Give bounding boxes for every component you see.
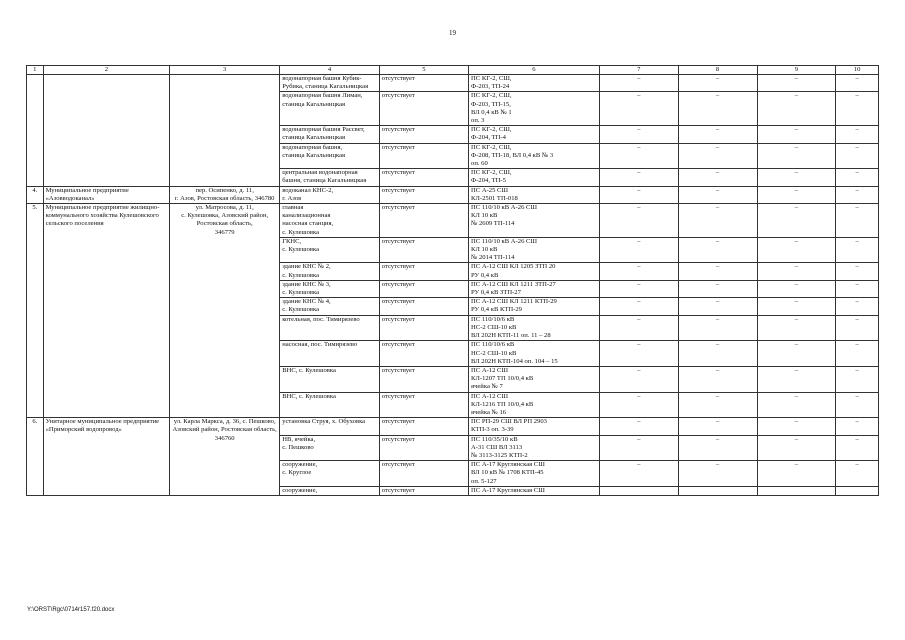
- organization-name: Муниципальное предприятие «Азовводоканал»: [43, 186, 170, 203]
- object-name: ВНС, с. Кулешовка: [280, 366, 380, 392]
- col5-value: отсутствует: [379, 461, 468, 487]
- col8-value: –: [678, 315, 757, 341]
- col5-value: отсутствует: [379, 418, 468, 435]
- col9-value: –: [757, 75, 836, 92]
- col8-value: –: [678, 298, 757, 315]
- col10-value: –: [836, 75, 879, 92]
- col8-value: –: [678, 237, 757, 263]
- col7-value: [599, 486, 678, 495]
- col8-value: –: [678, 341, 757, 367]
- col5-value: отсутствует: [379, 186, 468, 203]
- col7-value: –: [599, 126, 678, 143]
- col10-value: –: [836, 418, 879, 435]
- power-source: ПС 110/10/6 кВ НС-2 СШ-10 кВ ВЛ 202Н КТП-11 оп. 11 – 28: [469, 315, 600, 341]
- object-name: НВ, ячейка, с. Пешково: [280, 435, 380, 461]
- table-body: [27, 75, 879, 496]
- col5-value: отсутствует: [379, 75, 468, 92]
- col8-value: –: [678, 75, 757, 92]
- organization-address: [170, 75, 280, 187]
- object-name: водоканал КНС-2, г. Азов: [280, 186, 380, 203]
- col8-value: –: [678, 169, 757, 186]
- col10-value: –: [836, 263, 879, 280]
- object-name: установка Струя, х. Обуховка: [280, 418, 380, 435]
- object-name: здание КНС № 2, с. Кулешовка: [280, 263, 380, 280]
- col10-value: –: [836, 435, 879, 461]
- col7-value: –: [599, 280, 678, 297]
- col5-value: отсутствует: [379, 315, 468, 341]
- col9-value: –: [757, 392, 836, 418]
- organization-address: пер. Осипенко, д. 11, г. Азов, Ростовская область, 346780: [170, 186, 280, 203]
- col8-value: –: [678, 435, 757, 461]
- col7-value: –: [599, 237, 678, 263]
- col10-value: –: [836, 237, 879, 263]
- col-header: 4: [280, 66, 380, 75]
- col9-value: –: [757, 298, 836, 315]
- col10-value: –: [836, 461, 879, 487]
- col7-value: –: [599, 392, 678, 418]
- col10-value: –: [836, 143, 879, 169]
- row-number: [27, 75, 44, 187]
- col8-value: –: [678, 204, 757, 238]
- col7-value: –: [599, 418, 678, 435]
- organization-address: ул. Карла Маркса, д. 36, с. Пешково, Азовский район, Ростовская область, 346760: [170, 418, 280, 496]
- col9-value: –: [757, 92, 836, 126]
- object-name: здание КНС № 4, с. Кулешовка: [280, 298, 380, 315]
- power-source: ПС А-12 СШ КЛ 1211 КТП-29 РУ 0,4 кВ КТП-29: [469, 298, 600, 315]
- header-row: [27, 66, 879, 75]
- power-source: ПС 110/10 кВ А-26 СШ КЛ 10 кВ № 2014 ТП-114: [469, 237, 600, 263]
- col-header: 2: [43, 66, 170, 75]
- col8-value: –: [678, 186, 757, 203]
- col10-value: –: [836, 92, 879, 126]
- organization-address: ул. Матросова, д. 11, с. Кулешовка, Азовский район, Ростовская область, 346779: [170, 204, 280, 418]
- table-row: [27, 204, 879, 238]
- table-row: [27, 418, 879, 435]
- organization-name: Муниципальное предприятие жилищно-коммунального хозяйства Кулешовского сельского поселения: [43, 204, 170, 418]
- object-name: сооружение,: [280, 486, 380, 495]
- col7-value: –: [599, 366, 678, 392]
- col7-value: –: [599, 461, 678, 487]
- col10-value: –: [836, 280, 879, 297]
- power-source: ПС 110/10 кВ А-26 СШ КЛ 10 кВ № 2609 ТП-114: [469, 204, 600, 238]
- col7-value: –: [599, 204, 678, 238]
- col-header: 10: [836, 66, 879, 75]
- col5-value: отсутствует: [379, 92, 468, 126]
- col5-value: отсутствует: [379, 341, 468, 367]
- col8-value: –: [678, 461, 757, 487]
- col7-value: –: [599, 263, 678, 280]
- col10-value: –: [836, 298, 879, 315]
- row-number: 4.: [27, 186, 44, 203]
- power-source: ПС РП-29 СШ ВЛ РП 2903 КТП-3 оп. 3-39: [469, 418, 600, 435]
- col10-value: [836, 486, 879, 495]
- col7-value: –: [599, 143, 678, 169]
- power-source: ПС КГ-2, СШ, Ф-204, ТП-4: [469, 126, 600, 143]
- object-name: ВНС, с. Кулешовка: [280, 392, 380, 418]
- col8-value: –: [678, 366, 757, 392]
- col8-value: [678, 486, 757, 495]
- col10-value: –: [836, 204, 879, 238]
- col10-value: –: [836, 315, 879, 341]
- object-name: ГКНС, с. Кулешовка: [280, 237, 380, 263]
- col8-value: –: [678, 126, 757, 143]
- col9-value: –: [757, 315, 836, 341]
- col9-value: –: [757, 435, 836, 461]
- organization-name: Унитарное муниципальное предприятие «Приморский водопровод»: [43, 418, 170, 496]
- col7-value: –: [599, 169, 678, 186]
- power-source: ПС КГ-2, СШ, Ф-203, ТП-24: [469, 75, 600, 92]
- col-header: 8: [678, 66, 757, 75]
- col5-value: отсутствует: [379, 169, 468, 186]
- col10-value: –: [836, 169, 879, 186]
- power-source: ПС КГ-2, СШ, Ф-204, ТП-5: [469, 169, 600, 186]
- col8-value: –: [678, 92, 757, 126]
- col-header: 7: [599, 66, 678, 75]
- power-source: ПС КГ-2, СШ, Ф-203, ТП-15, ВЛ 0,4 кВ № 1 оп. 3: [469, 92, 600, 126]
- col7-value: –: [599, 92, 678, 126]
- col5-value: отсутствует: [379, 280, 468, 297]
- power-source: ПС 110/10/6 кВ НС-2 СШ-10 кВ ВЛ 202Н КТП-104 оп. 104 – 15: [469, 341, 600, 367]
- power-source: ПС А-12 СШ КЛ 1205 ЗТП 20 РУ 0,4 кВ: [469, 263, 600, 280]
- col8-value: –: [678, 263, 757, 280]
- col9-value: –: [757, 204, 836, 238]
- col10-value: –: [836, 392, 879, 418]
- col8-value: –: [678, 418, 757, 435]
- object-name: сооружение, с. Круглое: [280, 461, 380, 487]
- col9-value: –: [757, 186, 836, 203]
- col9-value: –: [757, 418, 836, 435]
- col9-value: –: [757, 126, 836, 143]
- power-source: ПС А-25 СШ КЛ-2501 ТП-018: [469, 186, 600, 203]
- col5-value: отсутствует: [379, 237, 468, 263]
- object-name: насосная, пос. Тимирязево: [280, 341, 380, 367]
- object-name: водонапорная башня Лиман, станица Кагальницкая: [280, 92, 380, 126]
- col7-value: –: [599, 75, 678, 92]
- col8-value: –: [678, 280, 757, 297]
- power-source: ПС А-12 СШ КЛ-1216 ТП 10/0,4 кВ ячейка № 16: [469, 392, 600, 418]
- row-number: 6.: [27, 418, 44, 496]
- power-source: ПС А-17 Круглянская СШ: [469, 486, 600, 495]
- col7-value: –: [599, 315, 678, 341]
- power-source: ПС 110/35/10 кВ А-31 СШ ВЛ 3113 № 3113-3125 КТП-2: [469, 435, 600, 461]
- col9-value: –: [757, 263, 836, 280]
- table-row: [27, 186, 879, 203]
- page-number: 19: [449, 29, 456, 37]
- col5-value: отсутствует: [379, 126, 468, 143]
- object-name: центральная водонапорная башня, станица Кагальницкая: [280, 169, 380, 186]
- organization-name: [43, 75, 170, 187]
- col10-value: –: [836, 126, 879, 143]
- col5-value: отсутствует: [379, 143, 468, 169]
- table-row: [27, 75, 879, 92]
- col5-value: отсутствует: [379, 366, 468, 392]
- col-header: 9: [757, 66, 836, 75]
- col-header: 5: [379, 66, 468, 75]
- object-name: водонапорная башня Кубик-Рубика, станица Кагальницкая: [280, 75, 380, 92]
- object-name: водонапорная башня, станица Кагальницкая: [280, 143, 380, 169]
- col-header: 3: [170, 66, 280, 75]
- col9-value: –: [757, 280, 836, 297]
- col10-value: –: [836, 366, 879, 392]
- col-header: 6: [469, 66, 600, 75]
- col9-value: –: [757, 237, 836, 263]
- col9-value: [757, 486, 836, 495]
- col9-value: –: [757, 366, 836, 392]
- col9-value: –: [757, 143, 836, 169]
- col-header: 1: [27, 66, 44, 75]
- col7-value: –: [599, 186, 678, 203]
- col10-value: –: [836, 186, 879, 203]
- power-source: ПС А-12 СШ КЛ 1211 ЗТП-27 РУ 0,4 кВ ЗТП-27: [469, 280, 600, 297]
- row-number: 5.: [27, 204, 44, 418]
- power-source: ПС А-17 Круглянская СШ ВЛ 10 кВ № 1708 КТП-45 оп. 5-127: [469, 461, 600, 487]
- col5-value: отсутствует: [379, 435, 468, 461]
- object-name: здание КНС № 3, с. Кулешовка: [280, 280, 380, 297]
- object-name: котельная, пос. Тимирязево: [280, 315, 380, 341]
- object-name: водонапорная башня Рассвет, станица Кагальницкая: [280, 126, 380, 143]
- power-source: ПС А-12 СШ КЛ-1207 ТП 10/0,4 кВ ячейка № 7: [469, 366, 600, 392]
- power-source: ПС КГ-2, СШ, Ф-208, ТП-18, ВЛ 0,4 кВ № 3 оп. 60: [469, 143, 600, 169]
- col7-value: –: [599, 435, 678, 461]
- col5-value: отсутствует: [379, 392, 468, 418]
- object-name: главная канализационная насосная станция, с. Кулешовка: [280, 204, 380, 238]
- col5-value: отсутствует: [379, 486, 468, 495]
- col5-value: отсутствует: [379, 298, 468, 315]
- col8-value: –: [678, 143, 757, 169]
- col8-value: –: [678, 392, 757, 418]
- col10-value: –: [836, 341, 879, 367]
- col9-value: –: [757, 169, 836, 186]
- data-table: [26, 65, 879, 496]
- footer-path: Y:\ORST\Rgc\0714r157.f20.docx: [27, 607, 115, 613]
- col5-value: отсутствует: [379, 204, 468, 238]
- col9-value: –: [757, 341, 836, 367]
- col7-value: –: [599, 341, 678, 367]
- col9-value: –: [757, 461, 836, 487]
- col7-value: –: [599, 298, 678, 315]
- col5-value: отсутствует: [379, 263, 468, 280]
